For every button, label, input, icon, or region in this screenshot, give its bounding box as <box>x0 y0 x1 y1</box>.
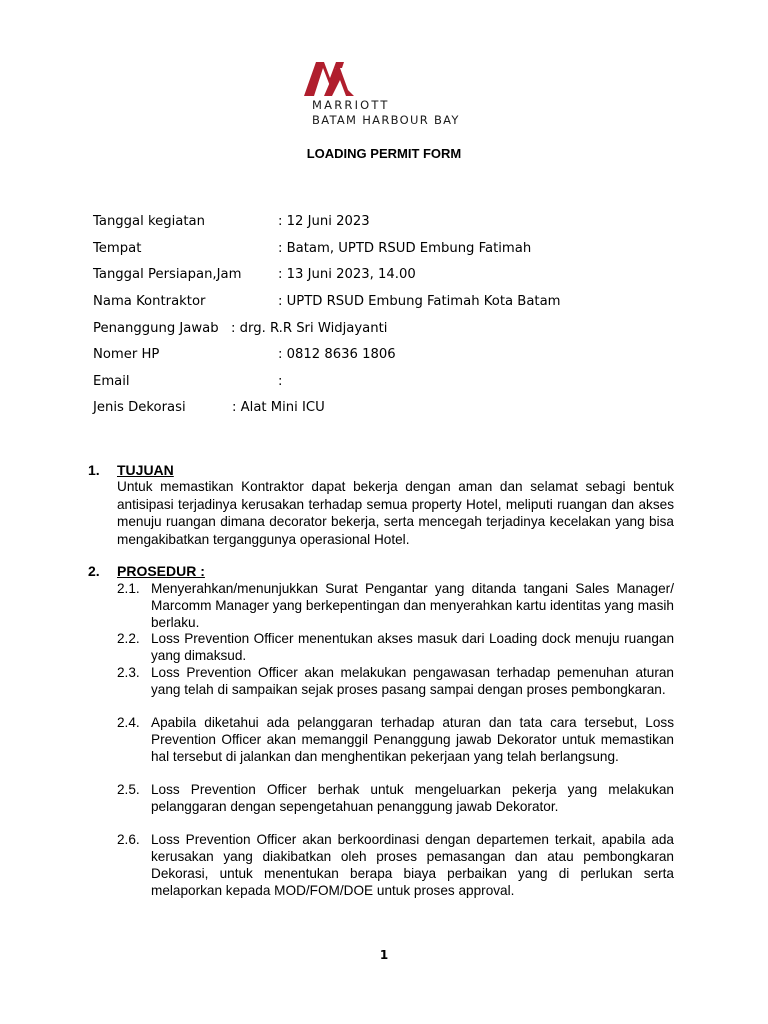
marriott-logo <box>302 60 482 130</box>
field-value: : 12 Juni 2023 <box>278 214 370 229</box>
section-heading-prosedur: PROSEDUR : <box>117 563 205 579</box>
procedure-item-number: 2.3. <box>117 665 140 680</box>
field-value: : Batam, UPTD RSUD Embung Fatimah <box>278 241 532 256</box>
field-label: Tanggal kegiatan <box>93 214 205 229</box>
section-heading-tujuan: TUJUAN <box>117 462 174 478</box>
procedure-item-text: Loss Prevention Officer berhak untuk mengeluarkan pekerja yang melakukan pelanggaran dengan sepengetahuan penanggung jawab Dekorator. <box>151 782 674 814</box>
field-label: Tanggal Persiapan,Jam <box>93 267 242 282</box>
procedure-item-text: Loss Prevention Officer akan melakukan pengawasan terhadap pemenuhan aturan yang telah di sampaikan sejak proses pasang sampai dengan proses pembongkaran. <box>151 665 674 697</box>
field-value: : Alat Mini ICU <box>232 400 325 415</box>
field-value: : 13 Juni 2023, 14.00 <box>278 267 416 282</box>
field-label: Nama Kontraktor <box>93 294 206 309</box>
procedure-item-text: Apabila diketahui ada pelanggaran terhadap aturan dan tata cara tersebut, Loss Prevention Officer akan memanggil Penanggung jawab Dekorator untuk memastikan hal tersebut di jalankan dan menghentikan pekerjaan yang telah berlangsung. <box>151 715 674 764</box>
procedure-item-text: Loss Prevention Officer menentukan akses masuk dari Loading dock menuju ruangan yang dimaksud. <box>151 631 674 663</box>
field-value: : drg. R.R Sri Widjayanti <box>231 321 388 336</box>
field-label: Jenis Dekorasi <box>93 400 186 415</box>
field-value: : UPTD RSUD Embung Fatimah Kota Batam <box>278 294 561 309</box>
procedure-item-number: 2.4. <box>117 715 140 730</box>
procedure-item-text: Loss Prevention Officer akan berkoordinasi dengan departemen terkait, apabila ada kerusakan yang diakibatkan oleh proses pemasangan dan atau pembongkaran Dekorasi, untuk menentukan berapa biaya perbaikan yang di perlukan serta melaporkan kepada MOD/FOM/DOE untuk proses approval. <box>151 832 674 898</box>
field-label: Email <box>93 374 130 389</box>
procedure-item-number: 2.5. <box>117 782 140 797</box>
field-label: Tempat <box>93 241 142 256</box>
procedure-item-text: Menyerahkan/menunjukkan Surat Pengantar yang ditanda tangani Sales Manager/ Marcomm Manager yang berkepentingan dan menyerahkan kartu identitas yang masih berlaku. <box>151 581 674 630</box>
logo-brand-text: MARRIOTT <box>312 98 390 112</box>
page-number: 1 <box>379 948 389 962</box>
field-label: Penanggung Jawab <box>93 321 219 336</box>
procedure-item-number: 2.1. <box>117 581 140 596</box>
section-number: 2. <box>88 563 100 579</box>
section-number: 1. <box>88 462 100 478</box>
procedure-item-number: 2.6. <box>117 832 140 847</box>
page-title: LOADING PERMIT FORM <box>306 146 462 161</box>
marriott-m-icon <box>302 60 362 100</box>
field-label: Nomer HP <box>93 347 160 362</box>
section-body-tujuan: Untuk memastikan Kontraktor dapat bekerja dengan aman dan selamat sebagi bentuk antisipasi terjadinya kerusakan terhadap semua property Hotel, meliputi ruangan dan akses menuju ruangan dimana decorator bekerja, serta mencegah terjadinya kecelakan yang bisa mengakibatkan terganggunya operasional Hotel. <box>117 479 674 547</box>
logo-subtitle-text: BATAM HARBOUR BAY <box>312 113 460 127</box>
procedure-item-number: 2.2. <box>117 631 140 646</box>
field-value: : 0812 8636 1806 <box>278 347 396 362</box>
field-value: : <box>278 374 283 389</box>
